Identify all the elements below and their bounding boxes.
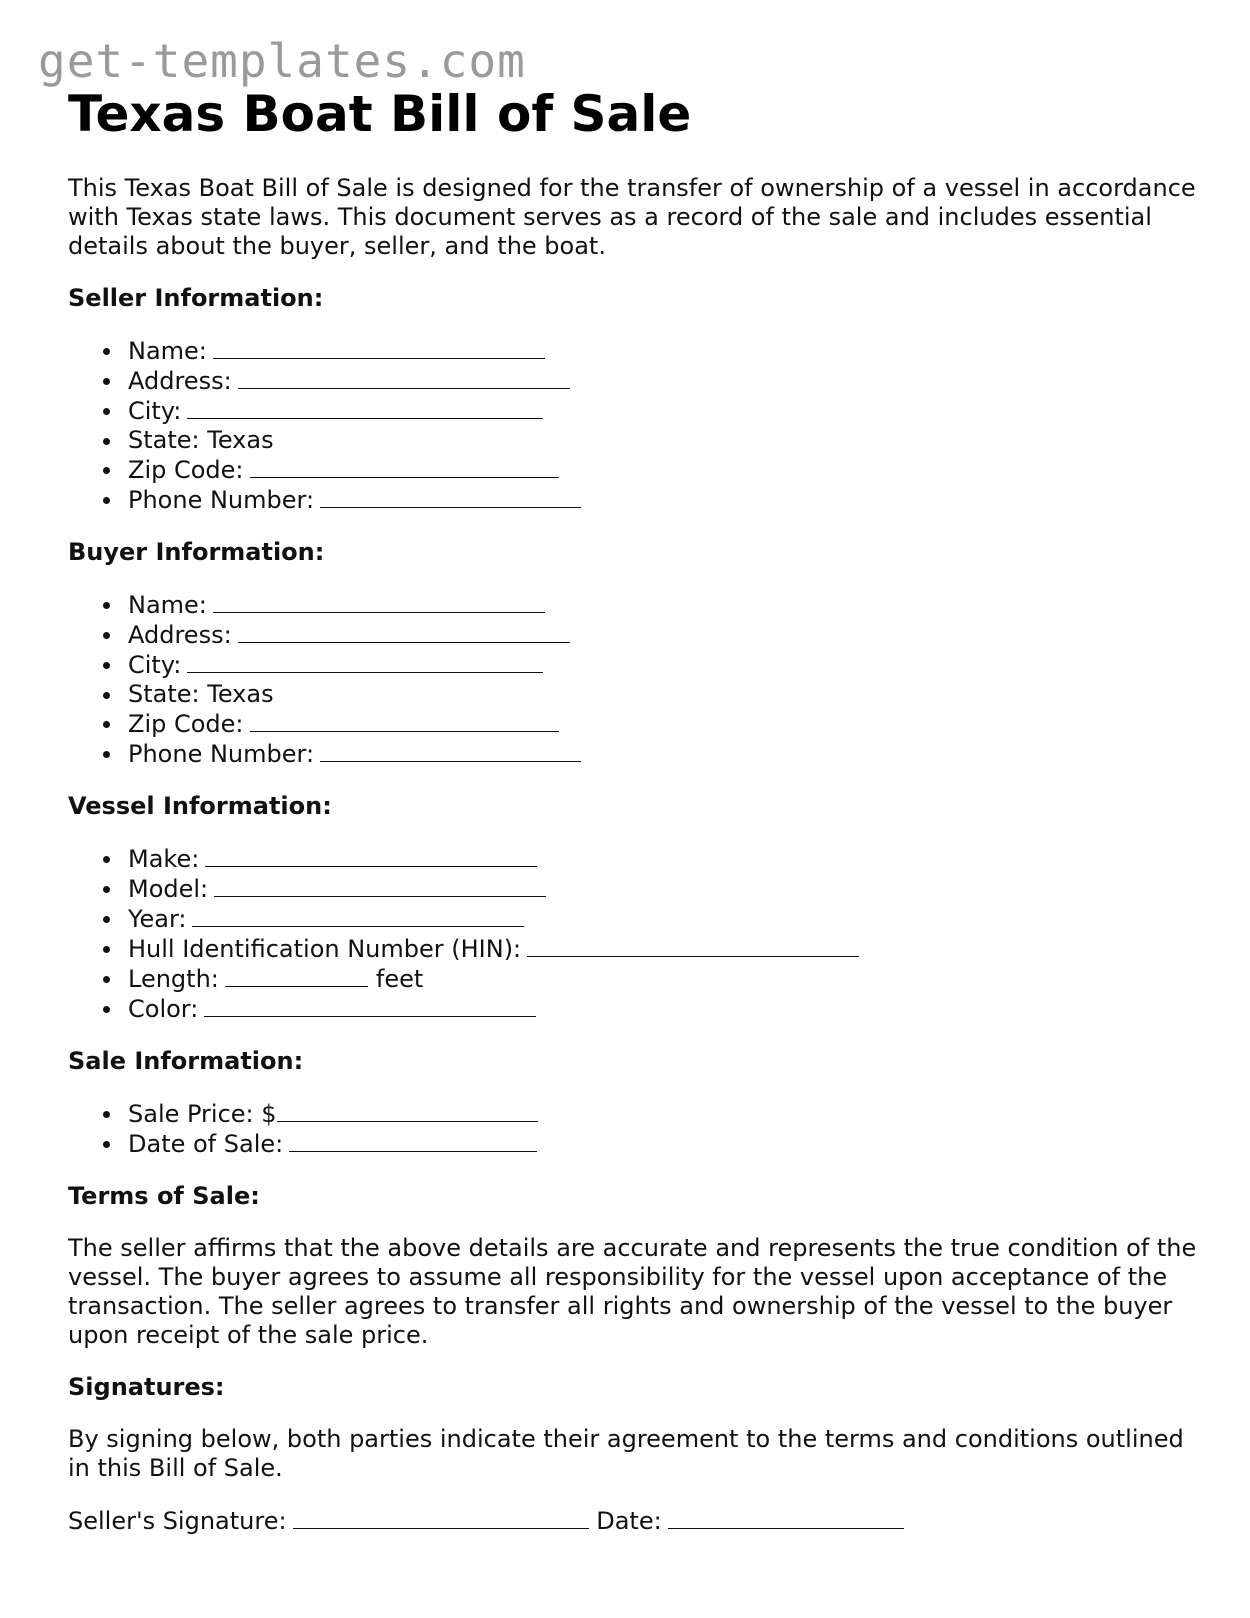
buyer-heading: Buyer Information: xyxy=(68,538,325,566)
signature-date-field[interactable] xyxy=(668,1506,904,1529)
seller-phone-field[interactable] xyxy=(320,485,581,508)
buyer-address-label: Address: xyxy=(128,621,232,649)
buyer-zip-label: Zip Code: xyxy=(128,710,244,738)
seller-name-field[interactable] xyxy=(213,336,545,359)
vessel-length-unit: feet xyxy=(375,965,424,993)
seller-zip-field[interactable] xyxy=(250,455,559,478)
seller-address-field[interactable] xyxy=(238,366,570,389)
seller-phone-label: Phone Number: xyxy=(128,486,315,514)
vessel-color-field[interactable] xyxy=(204,994,536,1017)
buyer-phone-label: Phone Number: xyxy=(128,740,315,768)
sale-date-label: Date of Sale: xyxy=(128,1130,284,1158)
vessel-color-label: Color: xyxy=(128,995,199,1023)
list-item xyxy=(128,739,1198,769)
seller-signature-label: Seller's Signature: xyxy=(68,1507,287,1535)
vessel-heading: Vessel Information: xyxy=(68,792,332,820)
intro-paragraph: This Texas Boat Bill of Sale is designed for the transfer of ownership of a vessel in accordance with Texas state laws. This document serves as a record of the sale and includes essential details about the buyer, seller, and the boat. xyxy=(68,174,1196,260)
buyer-city-field[interactable] xyxy=(187,650,543,673)
list-item xyxy=(128,1099,1198,1129)
list-item xyxy=(128,874,1198,904)
seller-heading: Seller Information: xyxy=(68,284,324,312)
sale-heading: Sale Information: xyxy=(68,1047,304,1075)
list-item xyxy=(128,426,1198,455)
list-item xyxy=(128,366,1198,396)
buyer-address-field[interactable] xyxy=(238,620,570,643)
vessel-length-field[interactable] xyxy=(225,964,368,987)
seller-zip-label: Zip Code: xyxy=(128,456,244,484)
sale-price-field[interactable] xyxy=(277,1099,538,1122)
vessel-year-field[interactable] xyxy=(192,904,524,927)
list-item xyxy=(128,934,1198,964)
buyer-zip-field[interactable] xyxy=(250,709,559,732)
buyer-city-label: City: xyxy=(128,651,182,679)
buyer-name-field[interactable] xyxy=(213,590,545,613)
list-item xyxy=(128,1129,1198,1159)
terms-heading: Terms of Sale: xyxy=(68,1182,260,1210)
list-item xyxy=(128,336,1198,366)
buyer-state-label: State: Texas xyxy=(128,680,274,708)
seller-city-field[interactable] xyxy=(187,396,543,419)
seller-signature-field[interactable] xyxy=(293,1506,589,1529)
seller-signature-line xyxy=(68,1506,1198,1536)
sale-price-label: Sale Price: $ xyxy=(128,1100,277,1128)
vessel-length-label: Length: xyxy=(128,965,219,993)
vessel-hin-label: Hull Identification Number (HIN): xyxy=(128,935,522,963)
list-item xyxy=(128,396,1198,426)
watermark: get-templates.com xyxy=(38,34,526,88)
list-item xyxy=(128,650,1198,680)
list-item xyxy=(128,455,1198,485)
buyer-phone-field[interactable] xyxy=(320,739,581,762)
seller-state-label: State: Texas xyxy=(128,426,274,454)
list-item xyxy=(128,709,1198,739)
list-item xyxy=(128,620,1198,650)
vessel-make-label: Make: xyxy=(128,845,200,873)
sale-date-field[interactable] xyxy=(289,1129,537,1152)
document xyxy=(68,84,1198,1536)
list-item xyxy=(128,680,1198,709)
list-item xyxy=(128,590,1198,620)
list-item xyxy=(128,904,1198,934)
seller-name-label: Name: xyxy=(128,337,207,365)
seller-list xyxy=(68,336,1198,515)
vessel-hin-field[interactable] xyxy=(527,934,859,957)
list-item xyxy=(128,844,1198,874)
sale-list xyxy=(68,1099,1198,1159)
vessel-year-label: Year: xyxy=(128,905,187,933)
terms-paragraph: The seller affirms that the above details are accurate and represents the true condition of the vessel. The buyer agrees to assume all responsibility for the vessel upon acceptance of the transaction. The seller agrees to transfer all rights and ownership of the vessel to the buyer upon receipt of the sale price. xyxy=(68,1234,1197,1349)
buyer-list xyxy=(68,590,1198,769)
signatures-paragraph: By signing below, both parties indicate their agreement to the terms and conditions outlined in this Bill of Sale. xyxy=(68,1425,1184,1482)
seller-city-label: City: xyxy=(128,397,182,425)
signatures-heading: Signatures: xyxy=(68,1373,225,1401)
vessel-model-label: Model: xyxy=(128,875,209,903)
vessel-list xyxy=(68,844,1198,1024)
vessel-make-field[interactable] xyxy=(205,844,537,867)
list-item xyxy=(128,964,1198,994)
seller-address-label: Address: xyxy=(128,367,232,395)
list-item xyxy=(128,994,1198,1024)
list-item xyxy=(128,485,1198,515)
document-title: Texas Boat Bill of Sale xyxy=(68,85,692,143)
buyer-name-label: Name: xyxy=(128,591,207,619)
vessel-model-field[interactable] xyxy=(214,874,546,897)
signature-date-label: Date: xyxy=(596,1507,662,1535)
